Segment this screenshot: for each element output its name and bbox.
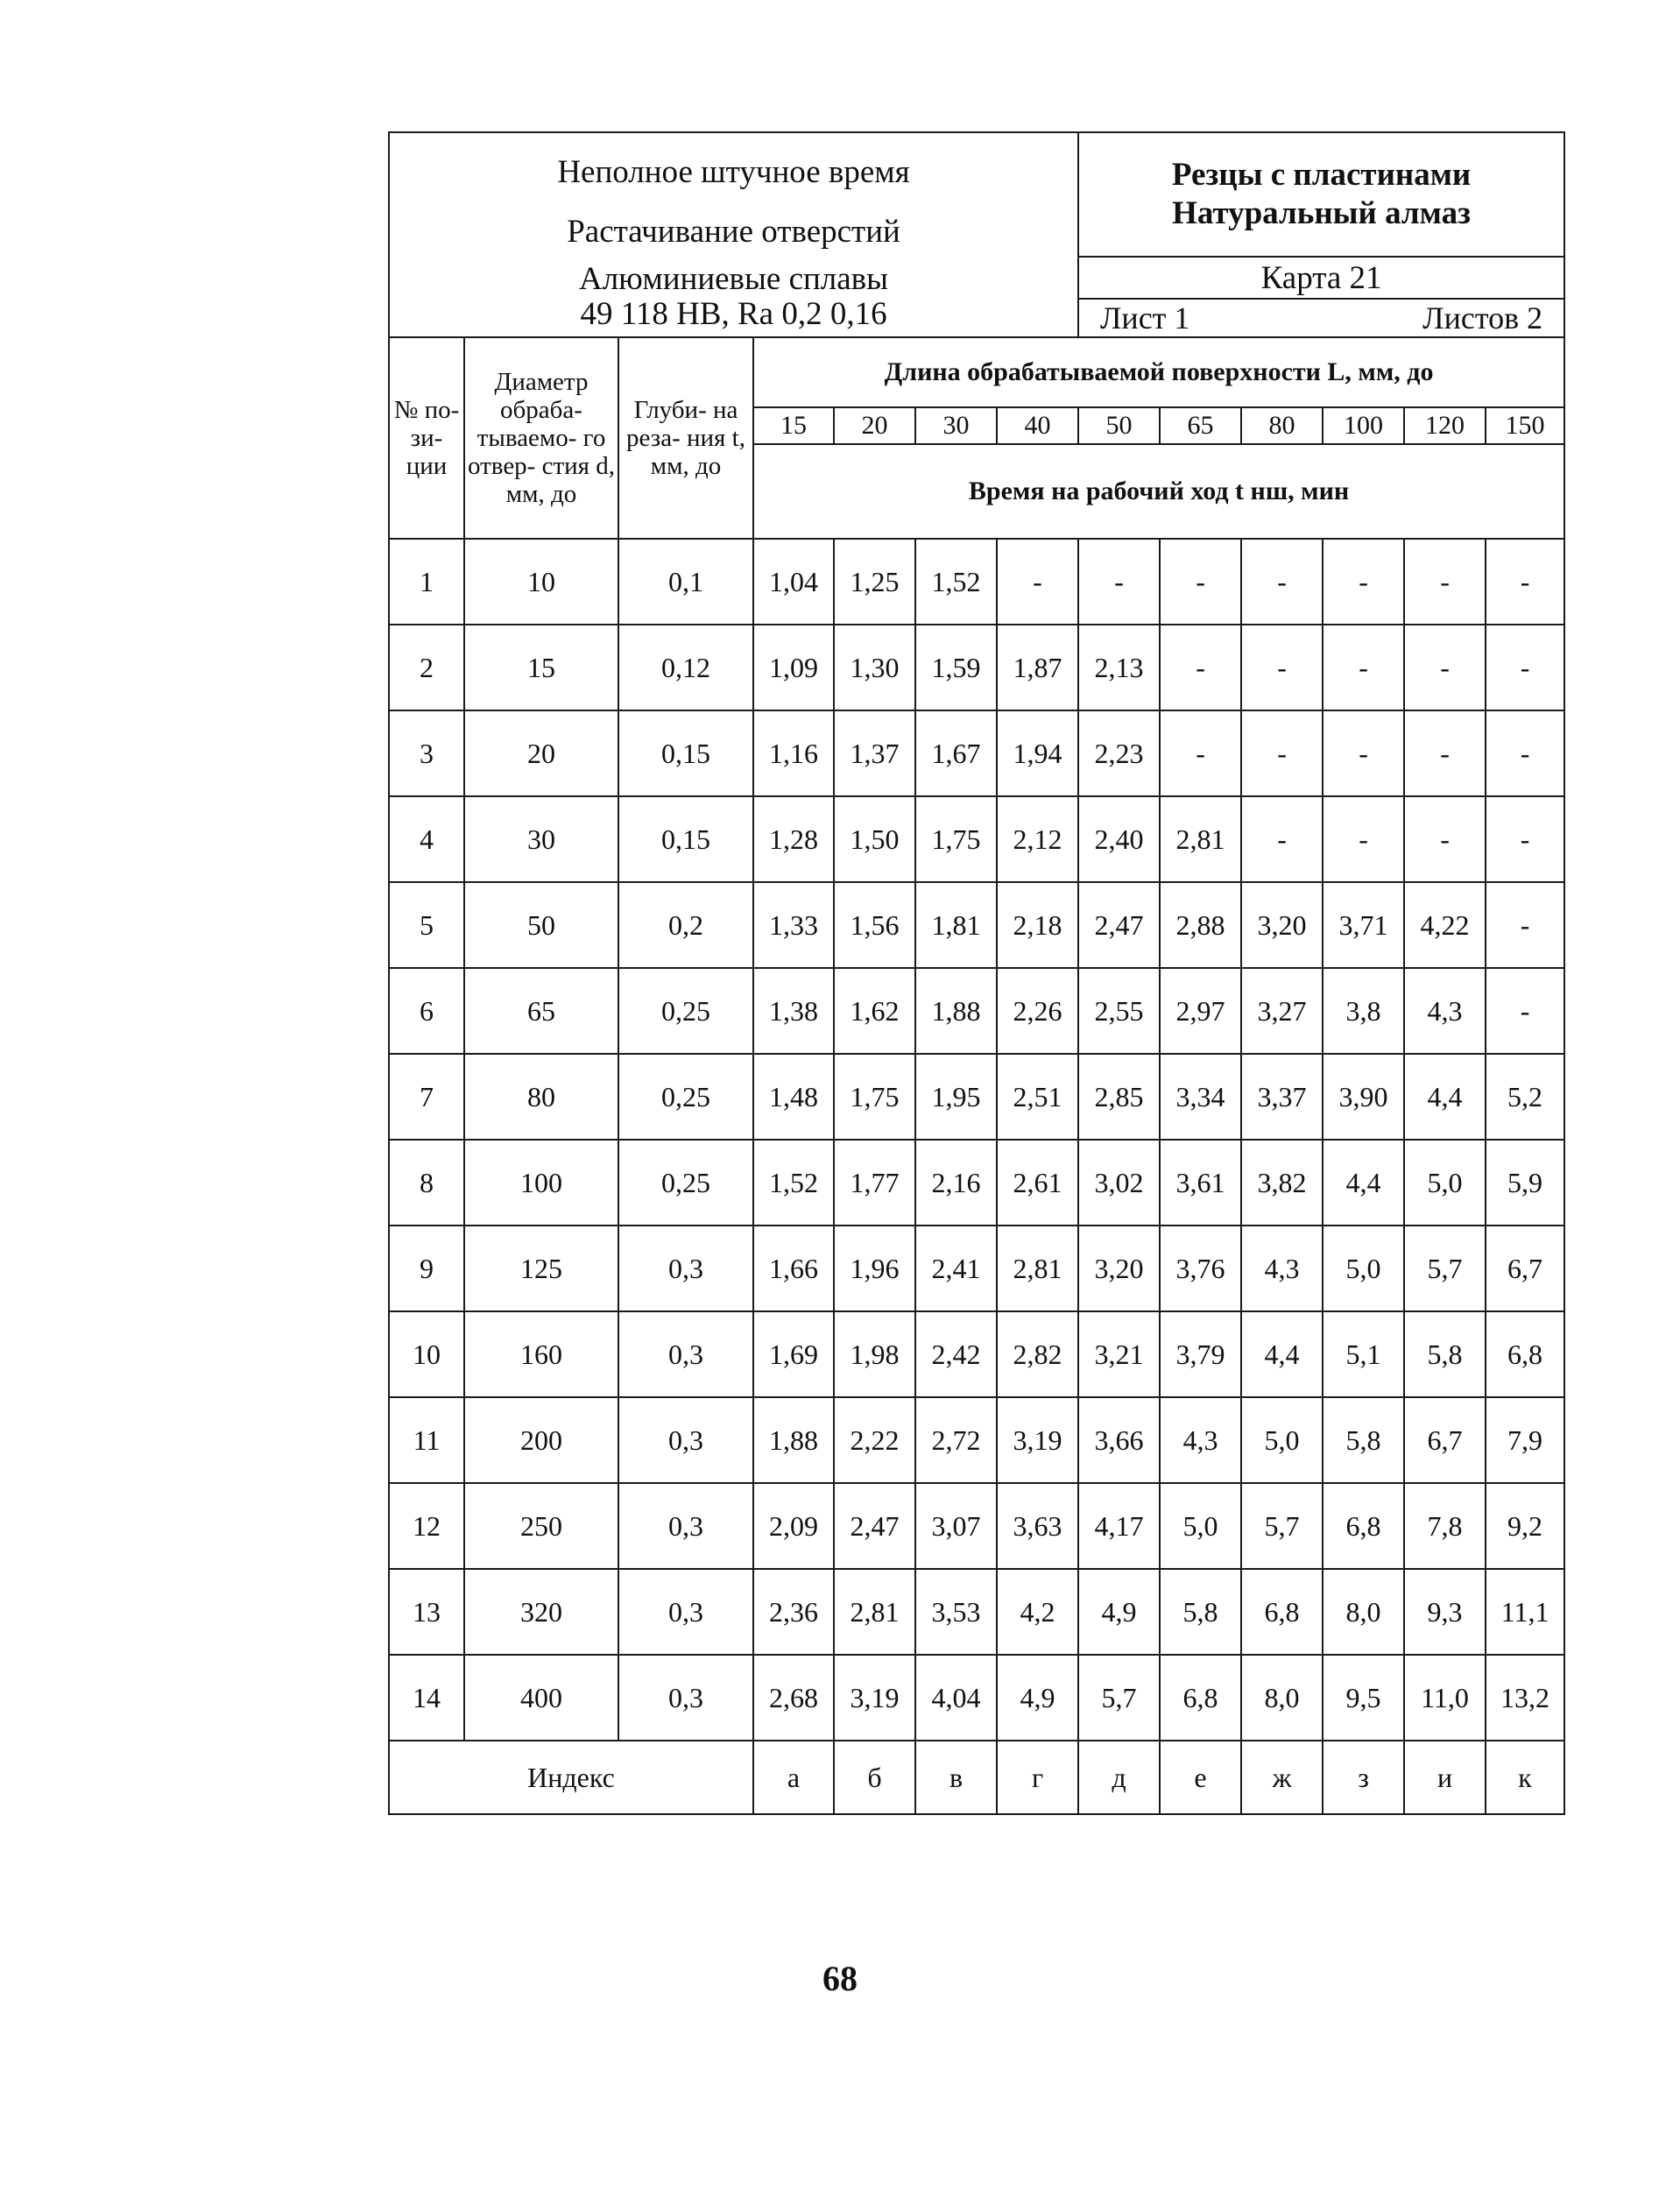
- table-row: [389, 625, 1564, 710]
- cell-time: 3,21: [1078, 1311, 1160, 1397]
- cell-diameter: 250: [464, 1483, 618, 1569]
- cell-diameter: 200: [464, 1397, 618, 1483]
- cell-time: 5,2: [1486, 1054, 1564, 1140]
- cell-time: 3,90: [1323, 1054, 1404, 1140]
- length-value: 100: [1323, 407, 1404, 444]
- cell-position: 11: [389, 1397, 464, 1483]
- card-number: Карта 21: [1078, 257, 1564, 299]
- cell-time: 2,09: [753, 1483, 834, 1569]
- cell-time: 5,7: [1241, 1483, 1323, 1569]
- cell-time: 6,7: [1404, 1397, 1486, 1483]
- header-diameter: Диаметр обраба- тываемо- го отвер- стия d, мм, до: [464, 337, 618, 539]
- table-row: [389, 1054, 1564, 1140]
- cell-depth: 0,15: [618, 710, 753, 796]
- cell-time: 2,81: [1160, 796, 1241, 882]
- cell-time: -: [1486, 539, 1564, 625]
- cell-time: 3,61: [1160, 1140, 1241, 1226]
- cell-time: 1,37: [834, 710, 915, 796]
- cell-time: 1,75: [915, 796, 997, 882]
- cell-time: -: [1241, 625, 1323, 710]
- cell-time: 1,48: [753, 1054, 834, 1140]
- cell-time: -: [1486, 882, 1564, 968]
- cell-time: 4,4: [1323, 1140, 1404, 1226]
- cell-time: -: [1404, 539, 1486, 625]
- tool-title: Резцы с пластинами: [1171, 157, 1472, 193]
- cell-time: 5,0: [1160, 1483, 1241, 1569]
- cell-time: 6,8: [1323, 1483, 1404, 1569]
- cell-time: 5,1: [1323, 1311, 1404, 1397]
- length-value: 40: [997, 407, 1078, 444]
- cell-time: 4,4: [1404, 1054, 1486, 1140]
- cell-time: -: [1078, 539, 1160, 625]
- cell-time: 1,75: [834, 1054, 915, 1140]
- length-value: 50: [1078, 407, 1160, 444]
- cell-diameter: 320: [464, 1569, 618, 1655]
- cell-time: 9,3: [1404, 1569, 1486, 1655]
- length-value: 80: [1241, 407, 1323, 444]
- cell-time: 2,47: [1078, 882, 1160, 968]
- table-row: [389, 1655, 1564, 1741]
- index-letter: а: [753, 1741, 834, 1814]
- norms-table: [388, 131, 1565, 1815]
- title-line: Неполное штучное время: [557, 154, 910, 190]
- cell-time: 3,34: [1160, 1054, 1241, 1140]
- cell-time: -: [1323, 539, 1404, 625]
- cell-time: 2,26: [997, 968, 1078, 1054]
- header-length: Длина обрабатываемой поверхности L, мм, до: [753, 337, 1564, 407]
- table-row: [389, 539, 1564, 625]
- index-letter: г: [997, 1741, 1078, 1814]
- cell-depth: 0,3: [618, 1311, 753, 1397]
- table-row: [389, 1483, 1564, 1569]
- cell-time: -: [1241, 710, 1323, 796]
- cell-time: 3,19: [997, 1397, 1078, 1483]
- cell-time: 5,8: [1323, 1397, 1404, 1483]
- sheet-info: [1078, 299, 1564, 337]
- cell-time: 1,88: [915, 968, 997, 1054]
- cell-time: 4,3: [1160, 1397, 1241, 1483]
- cell-depth: 0,25: [618, 1140, 753, 1226]
- cell-time: 1,16: [753, 710, 834, 796]
- index-row: [389, 1741, 1564, 1814]
- cell-time: 2,85: [1078, 1054, 1160, 1140]
- cell-time: 5,9: [1486, 1140, 1564, 1226]
- cell-time: 5,0: [1241, 1397, 1323, 1483]
- cell-position: 4: [389, 796, 464, 882]
- cell-time: 1,09: [753, 625, 834, 710]
- cell-time: 4,9: [1078, 1569, 1160, 1655]
- cell-position: 2: [389, 625, 464, 710]
- cell-time: 3,8: [1323, 968, 1404, 1054]
- cell-time: 5,7: [1404, 1226, 1486, 1311]
- cell-position: 12: [389, 1483, 464, 1569]
- cell-time: 2,97: [1160, 968, 1241, 1054]
- cell-time: 2,55: [1078, 968, 1160, 1054]
- cell-position: 3: [389, 710, 464, 796]
- cell-position: 14: [389, 1655, 464, 1741]
- table-row: [389, 1569, 1564, 1655]
- cell-time: 1,77: [834, 1140, 915, 1226]
- cell-time: 6,8: [1160, 1655, 1241, 1741]
- cell-position: 9: [389, 1226, 464, 1311]
- table-row: [389, 1311, 1564, 1397]
- cell-time: 5,8: [1404, 1311, 1486, 1397]
- cell-time: 2,16: [915, 1140, 997, 1226]
- cell-time: 2,88: [1160, 882, 1241, 968]
- cell-time: 4,4: [1241, 1311, 1323, 1397]
- cell-time: -: [1323, 625, 1404, 710]
- index-letter: ж: [1241, 1741, 1323, 1814]
- cell-time: 3,27: [1241, 968, 1323, 1054]
- cell-diameter: 65: [464, 968, 618, 1054]
- norms-card: [388, 131, 1564, 1815]
- cell-time: 4,22: [1404, 882, 1486, 968]
- cell-time: 8,0: [1241, 1655, 1323, 1741]
- cell-time: 1,69: [753, 1311, 834, 1397]
- cell-depth: 0,25: [618, 1054, 753, 1140]
- cell-position: 13: [389, 1569, 464, 1655]
- header-position: № по- зи- ции: [389, 337, 464, 539]
- cell-time: 1,04: [753, 539, 834, 625]
- cell-time: -: [997, 539, 1078, 625]
- length-value: 15: [753, 407, 834, 444]
- cell-depth: 0,12: [618, 625, 753, 710]
- cell-time: -: [1404, 796, 1486, 882]
- cell-time: -: [1323, 710, 1404, 796]
- cell-time: 3,19: [834, 1655, 915, 1741]
- cell-time: 1,25: [834, 539, 915, 625]
- cell-time: 3,20: [1078, 1226, 1160, 1311]
- cell-time: 6,8: [1486, 1311, 1564, 1397]
- table-row: [389, 882, 1564, 968]
- cell-diameter: 30: [464, 796, 618, 882]
- cell-time: -: [1241, 796, 1323, 882]
- cell-position: 6: [389, 968, 464, 1054]
- cell-depth: 0,25: [618, 968, 753, 1054]
- index-letter: и: [1404, 1741, 1486, 1814]
- cell-time: 4,3: [1241, 1226, 1323, 1311]
- tool-block: [1078, 132, 1564, 257]
- cell-time: 2,81: [834, 1569, 915, 1655]
- cell-time: 11,0: [1404, 1655, 1486, 1741]
- cell-time: 11,1: [1486, 1569, 1564, 1655]
- cell-time: -: [1160, 710, 1241, 796]
- cell-time: 1,95: [915, 1054, 997, 1140]
- cell-time: 3,37: [1241, 1054, 1323, 1140]
- table-row: [389, 1140, 1564, 1226]
- cell-position: 8: [389, 1140, 464, 1226]
- cell-time: -: [1486, 625, 1564, 710]
- cell-time: 4,17: [1078, 1483, 1160, 1569]
- length-value: 65: [1160, 407, 1241, 444]
- cell-time: 3,82: [1241, 1140, 1323, 1226]
- cell-time: -: [1404, 710, 1486, 796]
- cell-time: 1,52: [753, 1140, 834, 1226]
- title-block: [389, 132, 1078, 337]
- cell-time: 7,9: [1486, 1397, 1564, 1483]
- cell-time: 2,61: [997, 1140, 1078, 1226]
- cell-time: 1,38: [753, 968, 834, 1054]
- table-row: [389, 968, 1564, 1054]
- cell-time: 1,94: [997, 710, 1078, 796]
- cell-time: 3,63: [997, 1483, 1078, 1569]
- cell-time: 3,20: [1241, 882, 1323, 968]
- index-letter: б: [834, 1741, 915, 1814]
- cell-time: 4,9: [997, 1655, 1078, 1741]
- table-row: [389, 1397, 1564, 1483]
- cell-time: -: [1323, 796, 1404, 882]
- cell-time: 2,82: [997, 1311, 1078, 1397]
- cell-time: 5,8: [1160, 1569, 1241, 1655]
- index-letter: з: [1323, 1741, 1404, 1814]
- length-value: 120: [1404, 407, 1486, 444]
- cell-time: 4,2: [997, 1569, 1078, 1655]
- cell-time: 1,96: [834, 1226, 915, 1311]
- cell-time: 1,28: [753, 796, 834, 882]
- cell-depth: 0,15: [618, 796, 753, 882]
- cell-time: -: [1241, 539, 1323, 625]
- cell-time: 9,2: [1486, 1483, 1564, 1569]
- cell-time: 3,66: [1078, 1397, 1160, 1483]
- index-letter: е: [1160, 1741, 1241, 1814]
- cell-time: 5,0: [1323, 1226, 1404, 1311]
- cell-time: 7,8: [1404, 1483, 1486, 1569]
- cell-depth: 0,3: [618, 1397, 753, 1483]
- material-properties-line: 49 118 HB, Ra 0,2 0,16: [580, 296, 887, 332]
- cell-time: 5,0: [1404, 1140, 1486, 1226]
- cell-time: 2,68: [753, 1655, 834, 1741]
- table-row: [389, 710, 1564, 796]
- cell-position: 10: [389, 1311, 464, 1397]
- cell-time: 3,07: [915, 1483, 997, 1569]
- cell-time: 1,52: [915, 539, 997, 625]
- cell-diameter: 100: [464, 1140, 618, 1226]
- index-letter: д: [1078, 1741, 1160, 1814]
- cell-time: 6,7: [1486, 1226, 1564, 1311]
- cell-position: 5: [389, 882, 464, 968]
- cell-diameter: 50: [464, 882, 618, 968]
- cell-time: 1,30: [834, 625, 915, 710]
- tool-subtitle: Натуральный алмаз: [1172, 195, 1471, 231]
- header-time: Время на рабочий ход t нш, мин: [753, 444, 1564, 539]
- operation-line: Растачивание отверстий: [567, 214, 900, 250]
- sheet-number: Лист 1: [1100, 300, 1190, 336]
- cell-time: 2,47: [834, 1483, 915, 1569]
- page-number: 68: [822, 1959, 858, 1998]
- length-value: 20: [834, 407, 915, 444]
- sheets-total: Листов 2: [1422, 300, 1543, 336]
- cell-time: 1,56: [834, 882, 915, 968]
- cell-depth: 0,2: [618, 882, 753, 968]
- cell-depth: 0,3: [618, 1569, 753, 1655]
- table-row: [389, 796, 1564, 882]
- cell-time: 1,62: [834, 968, 915, 1054]
- cell-time: 5,7: [1078, 1655, 1160, 1741]
- cell-time: 2,42: [915, 1311, 997, 1397]
- cell-time: 2,36: [753, 1569, 834, 1655]
- cell-time: 8,0: [1323, 1569, 1404, 1655]
- cell-time: 2,22: [834, 1397, 915, 1483]
- cell-depth: 0,3: [618, 1226, 753, 1311]
- cell-time: 6,8: [1241, 1569, 1323, 1655]
- cell-position: 7: [389, 1054, 464, 1140]
- cell-depth: 0,3: [618, 1655, 753, 1741]
- cell-time: 2,41: [915, 1226, 997, 1311]
- cell-time: 3,71: [1323, 882, 1404, 968]
- cell-time: 13,2: [1486, 1655, 1564, 1741]
- cell-time: -: [1160, 625, 1241, 710]
- cell-time: 3,02: [1078, 1140, 1160, 1226]
- cell-time: 2,51: [997, 1054, 1078, 1140]
- cell-diameter: 80: [464, 1054, 618, 1140]
- cell-time: -: [1486, 710, 1564, 796]
- index-letter: в: [915, 1741, 997, 1814]
- cell-time: 3,79: [1160, 1311, 1241, 1397]
- cell-time: 4,04: [915, 1655, 997, 1741]
- cell-time: 2,40: [1078, 796, 1160, 882]
- cell-diameter: 125: [464, 1226, 618, 1311]
- cell-time: 1,67: [915, 710, 997, 796]
- cell-time: 1,98: [834, 1311, 915, 1397]
- cell-diameter: 160: [464, 1311, 618, 1397]
- cell-time: 2,81: [997, 1226, 1078, 1311]
- cell-time: 1,33: [753, 882, 834, 968]
- index-letter: к: [1486, 1741, 1564, 1814]
- cell-time: 9,5: [1323, 1655, 1404, 1741]
- cell-time: 3,76: [1160, 1226, 1241, 1311]
- cell-time: -: [1486, 796, 1564, 882]
- cell-time: 2,23: [1078, 710, 1160, 796]
- cell-depth: 0,3: [618, 1483, 753, 1569]
- cell-time: 2,72: [915, 1397, 997, 1483]
- cell-depth: 0,1: [618, 539, 753, 625]
- cell-diameter: 400: [464, 1655, 618, 1741]
- header-depth: Глуби- на реза- ния t, мм, до: [618, 337, 753, 539]
- cell-time: 1,66: [753, 1226, 834, 1311]
- cell-diameter: 10: [464, 539, 618, 625]
- cell-time: 1,88: [753, 1397, 834, 1483]
- cell-time: 2,12: [997, 796, 1078, 882]
- cell-diameter: 15: [464, 625, 618, 710]
- cell-time: 4,3: [1404, 968, 1486, 1054]
- material-line: Алюминиевые сплавы: [578, 261, 889, 297]
- cell-time: 1,59: [915, 625, 997, 710]
- cell-time: 2,18: [997, 882, 1078, 968]
- cell-time: 2,13: [1078, 625, 1160, 710]
- cell-position: 1: [389, 539, 464, 625]
- index-label: Индекс: [389, 1741, 753, 1814]
- cell-time: -: [1486, 968, 1564, 1054]
- length-value: 150: [1486, 407, 1564, 444]
- cell-time: 1,87: [997, 625, 1078, 710]
- cell-diameter: 20: [464, 710, 618, 796]
- length-value: 30: [915, 407, 997, 444]
- cell-time: 1,81: [915, 882, 997, 968]
- cell-time: 3,53: [915, 1569, 997, 1655]
- table-row: [389, 1226, 1564, 1311]
- cell-time: 1,50: [834, 796, 915, 882]
- cell-time: -: [1404, 625, 1486, 710]
- cell-time: -: [1160, 539, 1241, 625]
